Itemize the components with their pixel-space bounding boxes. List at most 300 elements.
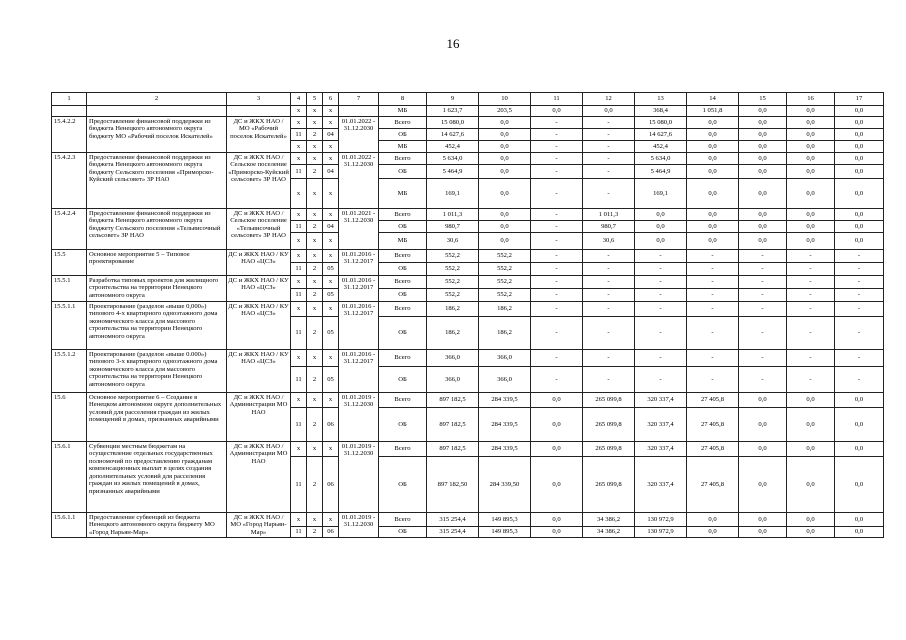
code-cell: 11 [291, 408, 307, 442]
value-cell: - [531, 165, 583, 179]
value-cell: - [531, 209, 583, 221]
value-cell: - [739, 367, 787, 393]
value-cell: 186,2 [427, 302, 479, 317]
value-cell: - [531, 153, 583, 165]
value-cell: 366,0 [479, 350, 531, 367]
code-cell: х [307, 302, 323, 317]
code-cell: 04 [323, 221, 339, 233]
value-cell: 203,5 [479, 106, 531, 117]
value-cell: 980,7 [427, 221, 479, 233]
value-cell: 0,0 [787, 442, 835, 457]
column-number-header: 16 [787, 93, 835, 106]
funding-source-cell: МБ [379, 233, 427, 250]
value-cell: 0,0 [739, 442, 787, 457]
code-cell: х [323, 302, 339, 317]
column-number-header: 13 [635, 93, 687, 106]
value-cell: 0,0 [835, 106, 884, 117]
value-cell: 0,0 [531, 457, 583, 513]
table-row [52, 250, 884, 263]
value-cell: - [687, 276, 739, 289]
period-cell: 01.01.2016 - 31.12.2017 [339, 250, 379, 276]
value-cell: 1 623,7 [427, 106, 479, 117]
funding-source-cell: МБ [379, 106, 427, 117]
code-cell: 06 [323, 457, 339, 513]
value-cell: 0,0 [687, 153, 739, 165]
header-row [52, 93, 884, 106]
code-cell: х [291, 117, 307, 129]
value-cell: 0,0 [835, 408, 884, 442]
value-cell: - [531, 141, 583, 153]
value-cell: 5 634,0 [635, 153, 687, 165]
period-cell: 01.01.2016 - 31.12.2017 [339, 350, 379, 393]
value-cell: 0,0 [739, 153, 787, 165]
item-number-cell: 15.4.2.4 [52, 209, 87, 250]
item-name-cell: Основное мероприятие 6 – Создание в Ненецком автономном округе дополнительных условий для расселения граждан из жилых помещений в домах, признанных аварийными [87, 393, 227, 442]
value-cell: 320 337,4 [635, 408, 687, 442]
code-cell: х [291, 513, 307, 527]
value-cell: 0,0 [835, 165, 884, 179]
value-cell: 980,7 [583, 221, 635, 233]
value-cell: - [787, 289, 835, 302]
code-cell: 2 [307, 367, 323, 393]
value-cell: 14 627,6 [635, 129, 687, 141]
value-cell: 452,4 [427, 141, 479, 153]
value-cell: - [635, 350, 687, 367]
column-number-header: 12 [583, 93, 635, 106]
funding-source-cell: ОБ [379, 165, 427, 179]
column-number-header: 2 [87, 93, 227, 106]
value-cell: 1 011,3 [583, 209, 635, 221]
funding-source-cell: ОБ [379, 289, 427, 302]
value-cell: 320 337,4 [635, 457, 687, 513]
period-cell: 01.01.2022 - 31.12.2030 [339, 117, 379, 153]
value-cell: - [583, 263, 635, 276]
value-cell: - [583, 317, 635, 350]
value-cell: 0,0 [739, 117, 787, 129]
value-cell: 0,0 [479, 129, 531, 141]
value-cell: 0,0 [835, 393, 884, 408]
value-cell: 0,0 [787, 233, 835, 250]
value-cell: 1 051,8 [687, 106, 739, 117]
value-cell: 27 405,8 [687, 442, 739, 457]
value-cell: - [787, 276, 835, 289]
value-cell: - [739, 350, 787, 367]
code-cell: 2 [307, 263, 323, 276]
item-number-cell: 15.4.2.2 [52, 117, 87, 153]
code-cell: х [307, 141, 323, 153]
value-cell: 897 182,5 [427, 442, 479, 457]
value-cell: - [531, 276, 583, 289]
executor-cell: ДС и ЖКХ НАО /Сельское поселение «Приморско-Куйский сельсовет» ЗР НАО [227, 153, 291, 209]
value-cell: 552,2 [427, 263, 479, 276]
code-cell: х [307, 276, 323, 289]
value-cell: - [583, 367, 635, 393]
column-number-header: 1 [52, 93, 87, 106]
value-cell: 0,0 [835, 179, 884, 209]
item-number-cell: 15.5 [52, 250, 87, 276]
code-cell: 06 [323, 408, 339, 442]
code-cell: 05 [323, 317, 339, 350]
funding-source-cell: Всего [379, 302, 427, 317]
value-cell: - [787, 263, 835, 276]
code-cell: 11 [291, 289, 307, 302]
value-cell: 366,0 [479, 367, 531, 393]
value-cell: - [739, 276, 787, 289]
item-number-cell: 15.6.1 [52, 442, 87, 513]
code-cell: х [291, 106, 307, 117]
value-cell: - [739, 317, 787, 350]
value-cell: 0,0 [635, 233, 687, 250]
value-cell: - [787, 350, 835, 367]
value-cell: - [835, 367, 884, 393]
value-cell: 552,2 [427, 289, 479, 302]
period-cell: 01.01.2022 - 31.12.2030 [339, 153, 379, 209]
column-number-header: 5 [307, 93, 323, 106]
column-number-header: 11 [531, 93, 583, 106]
funding-source-cell: ОБ [379, 457, 427, 513]
value-cell: 0,0 [787, 153, 835, 165]
item-name-cell: Основное мероприятие 5 – Типовое проектирование [87, 250, 227, 276]
value-cell: - [739, 263, 787, 276]
value-cell: - [787, 367, 835, 393]
executor-cell: ДС и ЖКХ НАО / МО «Рабочий поселок Искателей» [227, 117, 291, 153]
value-cell: 0,0 [835, 141, 884, 153]
value-cell: 368,4 [635, 106, 687, 117]
code-cell: х [291, 209, 307, 221]
value-cell: 0,0 [687, 221, 739, 233]
value-cell: - [687, 289, 739, 302]
value-cell: 0,0 [635, 221, 687, 233]
value-cell: - [835, 317, 884, 350]
value-cell: - [835, 250, 884, 263]
code-cell: х [291, 153, 307, 165]
value-cell: 5 464,9 [427, 165, 479, 179]
value-cell: - [687, 302, 739, 317]
value-cell: 0,0 [739, 221, 787, 233]
value-cell: 0,0 [687, 209, 739, 221]
value-cell: - [687, 367, 739, 393]
item-name-cell: Предоставление субвенций из бюджета Ненецкого автономного округа бюджету МО «Город Нарьян-Мар» [87, 513, 227, 538]
code-cell: х [291, 442, 307, 457]
code-cell: 04 [323, 129, 339, 141]
code-cell: х [323, 179, 339, 209]
value-cell: 0,0 [787, 221, 835, 233]
value-cell: 552,2 [479, 250, 531, 263]
value-cell: 0,0 [479, 153, 531, 165]
funding-source-cell: Всего [379, 276, 427, 289]
code-cell: 2 [307, 289, 323, 302]
value-cell: - [739, 302, 787, 317]
executor-cell: ДС и ЖКХ НАО / КУ НАО «ЦСЗ» [227, 350, 291, 393]
value-cell: 320 337,4 [635, 393, 687, 408]
value-cell: 30,6 [583, 233, 635, 250]
value-cell: 315 254,4 [427, 513, 479, 527]
value-cell: 0,0 [739, 141, 787, 153]
value-cell: - [531, 263, 583, 276]
value-cell: 0,0 [687, 179, 739, 209]
funding-source-cell: ОБ [379, 526, 427, 538]
value-cell: 27 405,8 [687, 457, 739, 513]
value-cell: - [635, 263, 687, 276]
budget-table [51, 92, 884, 538]
value-cell: 0,0 [739, 179, 787, 209]
value-cell: 320 337,4 [635, 442, 687, 457]
table-row [52, 209, 884, 221]
funding-source-cell: МБ [379, 179, 427, 209]
code-cell: 2 [307, 457, 323, 513]
value-cell: 27 405,8 [687, 408, 739, 442]
value-cell: 265 099,8 [583, 442, 635, 457]
executor-cell: ДС и ЖКХ НАО / КУ НАО «ЦСЗ» [227, 302, 291, 350]
code-cell: 05 [323, 289, 339, 302]
code-cell: х [323, 276, 339, 289]
code-cell: х [323, 442, 339, 457]
code-cell: 05 [323, 263, 339, 276]
value-cell: 897 182,5 [427, 408, 479, 442]
item-name-cell: Предоставление финансовой поддержки из бюджета Ненецкого автономного округа бюджету МО «Рабочий поселок Искателей» [87, 117, 227, 153]
item-number-cell: 15.5.1.1 [52, 302, 87, 350]
value-cell: 265 099,8 [583, 457, 635, 513]
executor-cell: ДС и ЖКХ НАО /Сельское поселение «Тельвисочный сельсовет» ЗР НАО [227, 209, 291, 250]
column-number-header: 9 [427, 93, 479, 106]
code-cell: х [307, 153, 323, 165]
code-cell: х [291, 250, 307, 263]
value-cell: - [583, 153, 635, 165]
code-cell: х [291, 350, 307, 367]
value-cell: - [739, 289, 787, 302]
column-number-header: 14 [687, 93, 739, 106]
code-cell: 11 [291, 129, 307, 141]
value-cell: - [583, 289, 635, 302]
code-cell: 2 [307, 526, 323, 538]
value-cell: 186,2 [479, 302, 531, 317]
code-cell: х [323, 393, 339, 408]
value-cell: 0,0 [479, 165, 531, 179]
value-cell: - [531, 289, 583, 302]
value-cell: 0,0 [835, 153, 884, 165]
value-cell: 34 386,2 [583, 513, 635, 527]
empty-cell [52, 106, 87, 117]
code-cell: 11 [291, 221, 307, 233]
value-cell: 0,0 [835, 442, 884, 457]
value-cell: 0,0 [479, 233, 531, 250]
table-row [52, 117, 884, 129]
code-cell: х [291, 393, 307, 408]
code-cell: 2 [307, 129, 323, 141]
code-cell: 2 [307, 221, 323, 233]
value-cell: 0,0 [787, 526, 835, 538]
value-cell: 186,2 [479, 317, 531, 350]
code-cell: 05 [323, 367, 339, 393]
column-number-header: 10 [479, 93, 531, 106]
code-cell: х [291, 179, 307, 209]
code-cell: 11 [291, 165, 307, 179]
value-cell: 186,2 [427, 317, 479, 350]
value-cell: 265 099,8 [583, 393, 635, 408]
column-number-header: 4 [291, 93, 307, 106]
value-cell: 0,0 [687, 526, 739, 538]
value-cell: 0,0 [739, 106, 787, 117]
value-cell: 1 011,3 [427, 209, 479, 221]
item-number-cell: 15.4.2.3 [52, 153, 87, 209]
value-cell: - [583, 117, 635, 129]
value-cell: 552,2 [427, 250, 479, 263]
value-cell: 552,2 [427, 276, 479, 289]
funding-source-cell: ОБ [379, 263, 427, 276]
value-cell: - [835, 302, 884, 317]
value-cell: - [583, 141, 635, 153]
code-cell: х [307, 209, 323, 221]
code-cell: х [307, 350, 323, 367]
value-cell: 0,0 [531, 526, 583, 538]
value-cell: 15 080,0 [635, 117, 687, 129]
code-cell: 11 [291, 263, 307, 276]
value-cell: 552,2 [479, 276, 531, 289]
code-cell: х [307, 233, 323, 250]
value-cell: 169,1 [635, 179, 687, 209]
value-cell: 27 405,8 [687, 393, 739, 408]
value-cell: 0,0 [787, 117, 835, 129]
value-cell: - [531, 367, 583, 393]
value-cell: - [687, 350, 739, 367]
item-number-cell: 15.6.1.1 [52, 513, 87, 538]
value-cell: 0,0 [479, 209, 531, 221]
value-cell: 169,1 [427, 179, 479, 209]
code-cell: х [307, 442, 323, 457]
value-cell: 15 080,0 [427, 117, 479, 129]
executor-cell: ДС и ЖКХ НАО / КУ НАО «ЦСЗ» [227, 250, 291, 276]
value-cell: - [531, 179, 583, 209]
period-cell: 01.01.2019 - 31.12.2030 [339, 442, 379, 513]
code-cell: х [307, 250, 323, 263]
value-cell: - [583, 165, 635, 179]
value-cell: 0,0 [739, 457, 787, 513]
value-cell: - [531, 350, 583, 367]
funding-source-cell: Всего [379, 513, 427, 527]
value-cell: - [835, 276, 884, 289]
value-cell: - [583, 179, 635, 209]
code-cell: 2 [307, 165, 323, 179]
period-cell: 01.01.2016 - 31.12.2017 [339, 276, 379, 302]
table-row [52, 302, 884, 317]
value-cell: 0,0 [687, 129, 739, 141]
funding-source-cell: ОБ [379, 367, 427, 393]
value-cell: 315 254,4 [427, 526, 479, 538]
code-cell: х [291, 233, 307, 250]
value-cell: 284 339,5 [479, 408, 531, 442]
code-cell: 06 [323, 526, 339, 538]
code-cell: 2 [307, 317, 323, 350]
value-cell: 366,0 [427, 350, 479, 367]
value-cell: 0,0 [739, 393, 787, 408]
empty-cell [87, 106, 227, 117]
value-cell: 0,0 [531, 393, 583, 408]
value-cell: 0,0 [739, 526, 787, 538]
value-cell: - [635, 367, 687, 393]
funding-source-cell: Всего [379, 393, 427, 408]
item-number-cell: 15.6 [52, 393, 87, 442]
value-cell: 14 627,6 [427, 129, 479, 141]
code-cell: х [307, 393, 323, 408]
value-cell: 0,0 [479, 179, 531, 209]
value-cell: 0,0 [479, 141, 531, 153]
funding-source-cell: МБ [379, 141, 427, 153]
value-cell: 265 099,8 [583, 408, 635, 442]
funding-source-cell: Всего [379, 442, 427, 457]
value-cell: 284 339,5 [479, 393, 531, 408]
value-cell: 5 464,9 [635, 165, 687, 179]
table-row [52, 153, 884, 165]
value-cell: 0,0 [479, 117, 531, 129]
column-number-header: 15 [739, 93, 787, 106]
value-cell: 149 895,3 [479, 526, 531, 538]
code-cell: х [323, 250, 339, 263]
value-cell: 0,0 [687, 513, 739, 527]
item-number-cell: 15.5.1.2 [52, 350, 87, 393]
column-number-header: 6 [323, 93, 339, 106]
executor-cell: ДС и ЖКХ НАО / Администрации МО НАО [227, 442, 291, 513]
value-cell: 0,0 [531, 106, 583, 117]
value-cell: 0,0 [835, 129, 884, 141]
value-cell: - [635, 317, 687, 350]
value-cell: - [687, 263, 739, 276]
value-cell: - [583, 129, 635, 141]
value-cell: 0,0 [687, 141, 739, 153]
value-cell: - [583, 276, 635, 289]
executor-cell: ДС и ЖКХ НАО / КУ НАО «ЦСЗ» [227, 276, 291, 302]
value-cell: 0,0 [787, 129, 835, 141]
value-cell: - [635, 250, 687, 263]
value-cell: 0,0 [835, 513, 884, 527]
value-cell: 0,0 [687, 117, 739, 129]
funding-source-cell: ОБ [379, 221, 427, 233]
value-cell: 0,0 [635, 209, 687, 221]
funding-source-cell: ОБ [379, 317, 427, 350]
table-row [52, 350, 884, 367]
value-cell: 0,0 [835, 233, 884, 250]
value-cell: 0,0 [787, 179, 835, 209]
table-row [52, 442, 884, 457]
value-cell: 30,6 [427, 233, 479, 250]
value-cell: - [531, 117, 583, 129]
value-cell: 0,0 [479, 221, 531, 233]
item-name-cell: Субвенции местным бюджетам на осуществление отдельных государственных полномочий по предоставлению гражданам компенсационных выплат в целях создания дополнительных условий для расселения граждан из жилых помещений в домах, признанных аварийными [87, 442, 227, 513]
value-cell: 149 895,3 [479, 513, 531, 527]
value-cell: - [835, 263, 884, 276]
code-cell: х [323, 350, 339, 367]
value-cell: - [531, 129, 583, 141]
value-cell: 897 182,5 [427, 393, 479, 408]
value-cell: - [787, 302, 835, 317]
value-cell: 0,0 [739, 209, 787, 221]
value-cell: 0,0 [835, 209, 884, 221]
value-cell: - [635, 289, 687, 302]
value-cell: - [531, 250, 583, 263]
code-cell: 2 [307, 408, 323, 442]
value-cell: - [739, 250, 787, 263]
value-cell: 0,0 [787, 165, 835, 179]
code-cell: х [307, 179, 323, 209]
item-name-cell: Предоставление финансовой поддержки из бюджета Ненецкого автономного округа бюджету Сельского поселения «Тельвисочный сельсовет» ЗР НАО [87, 209, 227, 250]
value-cell: - [583, 350, 635, 367]
value-cell: - [583, 250, 635, 263]
funding-source-cell: Всего [379, 250, 427, 263]
value-cell: 0,0 [787, 513, 835, 527]
value-cell: 284 339,5 [479, 442, 531, 457]
value-cell: - [687, 317, 739, 350]
period-cell: 01.01.2016 - 31.12.2017 [339, 302, 379, 350]
period-cell: 01.01.2019 - 31.12.2030 [339, 513, 379, 538]
